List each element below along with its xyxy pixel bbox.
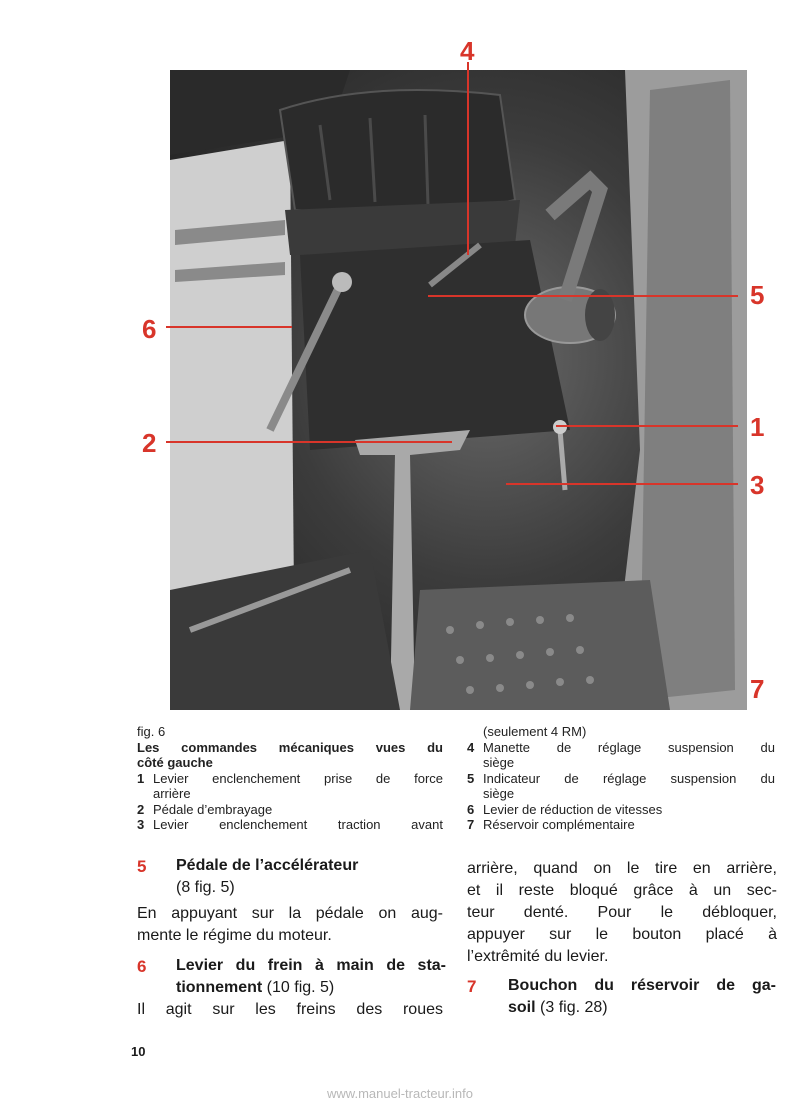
section-6-body-right-line2: et il reste bloqué grâce à un sec- — [467, 882, 777, 899]
callout-5: 5 — [750, 280, 765, 310]
section-6-body-left: Il agit sur les freins des roues — [137, 1001, 443, 1018]
callout-3: 3 — [750, 470, 765, 500]
caption-item-5: 5 Indicateur de réglage suspension du — [467, 770, 775, 786]
callout-7: 7 — [750, 674, 765, 704]
section-5-body-line2: mente le régime du moteur. — [137, 927, 332, 944]
caption-item-7: 7 Réservoir complémentaire — [467, 817, 635, 832]
callout-6: 6 — [142, 314, 157, 344]
caption-item-6: 6 Levier de réduction de vitesses — [467, 801, 663, 817]
figure-label: fig. 6 — [137, 724, 166, 739]
section-6-number: 6 — [137, 957, 147, 976]
callout-2: 2 — [142, 428, 157, 458]
section-7-title: Bouchon du réservoir de ga- soil (3 fig. 28) — [508, 977, 776, 1016]
callout-1: 1 — [750, 412, 765, 442]
section-6-title: Levier du frein à main de sta- tionnement (10 fig. 5) — [176, 957, 446, 996]
caption-item-1-cont: arrière — [153, 786, 191, 801]
page-number: 10 — [131, 1044, 146, 1059]
caption-item-4: 4 Manette de réglage suspension du — [467, 739, 775, 755]
caption-item-1: 1 Levier enclenchement prise de force — [137, 770, 443, 786]
caption-item-3-cont: (seulement 4 RM) — [483, 724, 587, 739]
caption-item-4-cont: siège — [483, 755, 515, 770]
footer-watermark: www.manuel-tracteur.info — [327, 1086, 473, 1101]
section-6-body-right-line4: appuyer sur le bouton placé à — [467, 926, 777, 943]
section-6-body-right-line5: l’extrêmité du levier. — [467, 948, 609, 965]
section-5-title: Pédale de l’accélérateur (8 fig. 5) — [176, 857, 359, 896]
section-5-body-line1: En appuyant sur la pédale on aug- — [137, 905, 443, 922]
caption-item-3: 3 Levier enclenchement traction avant — [137, 817, 443, 832]
section-5-number: 5 — [137, 857, 147, 876]
section-6-body-right-line1: arrière, quand on le tire en arrière, — [467, 860, 777, 877]
callout-4: 4 — [460, 36, 475, 66]
caption-title-line2: côté gauche — [137, 755, 213, 770]
caption-item-2: 2 Pédale d’embrayage — [137, 801, 273, 817]
section-6-body-right-line3: teur denté. Pour le débloquer, — [467, 904, 777, 921]
section-7-number: 7 — [467, 977, 477, 996]
caption-left — [137, 724, 443, 833]
caption-title-line1: Les commandes mécaniques vues du — [137, 739, 443, 755]
caption-item-5-cont: siège — [483, 786, 515, 801]
caption-right — [467, 724, 775, 833]
